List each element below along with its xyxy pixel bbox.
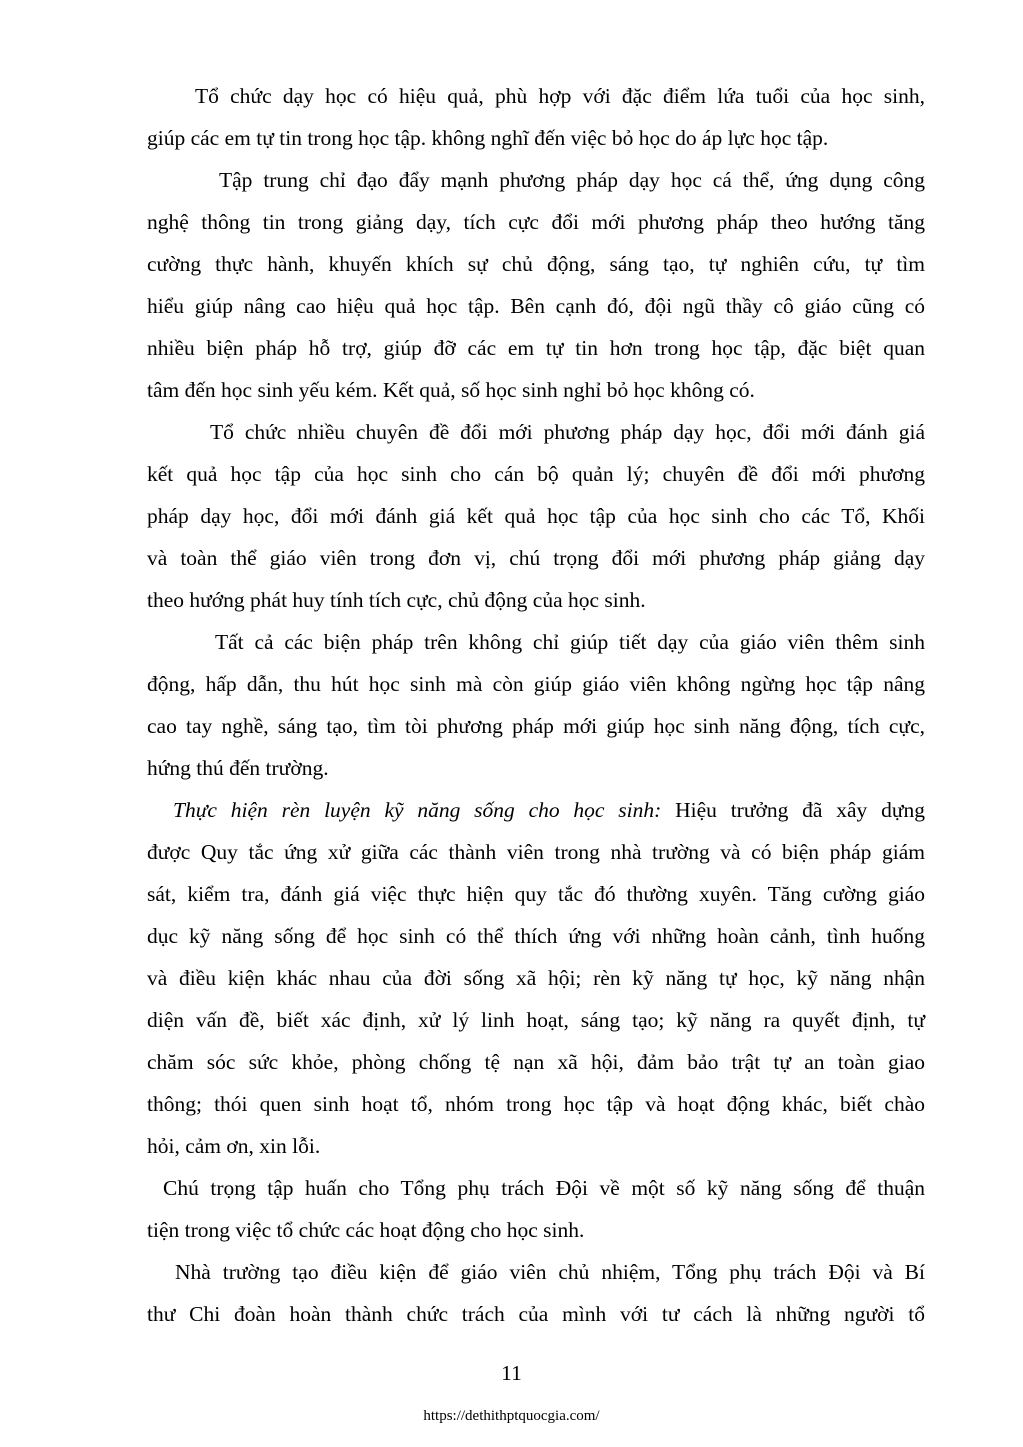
text-line: và toàn thể giáo viên trong đơn vị, chú trọng đổi mới phương pháp giảng dạy	[147, 546, 925, 570]
text-line: hứng thú đến trường.	[147, 756, 329, 780]
text-line: thư Chi đoàn hoàn thành chức trách của mình với tư cách là những người tổ	[147, 1302, 925, 1326]
text-line: Tất cả các biện pháp trên không chỉ giúp tiết dạy của giáo viên thêm sinh	[215, 630, 925, 654]
text-line: kết quả học tập của học sinh cho cán bộ quản lý; chuyên đề đổi mới phương	[147, 462, 925, 486]
text-line: nghệ thông tin trong giảng dạy, tích cực đổi mới phương pháp theo hướng tăng	[147, 210, 925, 234]
line-text: Hiệu trưởng đã xây dựng	[661, 798, 926, 822]
text-line: diện vấn đề, biết xác định, xử lý linh hoạt, sáng tạo; kỹ năng ra quyết định, tự	[147, 1008, 925, 1032]
text-line: chăm sóc sức khỏe, phòng chống tệ nạn xã hội, đảm bảo trật tự an toàn giao	[147, 1050, 925, 1074]
text-line: hiểu giúp nâng cao hiệu quả học tập. Bên cạnh đó, đội ngũ thầy cô giáo cũng có	[147, 294, 925, 318]
text-line: được Quy tắc ứng xử giữa các thành viên trong nhà trường và có biện pháp giám	[147, 840, 925, 864]
text-line: Chú trọng tập huấn cho Tổng phụ trách Đội về một số kỹ năng sống để thuận	[163, 1176, 925, 1200]
text-line: và điều kiện khác nhau của đời sống xã hội; rèn kỹ năng tự học, kỹ năng nhận	[147, 966, 925, 990]
text-line: pháp dạy học, đổi mới đánh giá kết quả học tập của học sinh cho các Tổ, Khối	[147, 504, 925, 528]
text-line	[147, 795, 925, 825]
text-line: Tập trung chỉ đạo đẩy mạnh phương pháp dạy học cá thể, ứng dụng công	[219, 168, 925, 192]
text-line: Tổ chức dạy học có hiệu quả, phù hợp với đặc điểm lứa tuổi của học sinh,	[195, 84, 925, 108]
text-line: động, hấp dẫn, thu hút học sinh mà còn giúp giáo viên không ngừng học tập nâng	[147, 672, 925, 696]
text-line: dục kỹ năng sống để học sinh có thể thích ứng với những hoàn cảnh, tình huống	[147, 924, 925, 948]
text-line: sát, kiểm tra, đánh giá việc thực hiện quy tắc đó thường xuyên. Tăng cường giáo	[147, 882, 925, 906]
text-line: hỏi, cảm ơn, xin lỗi.	[147, 1134, 321, 1158]
footer-url: https://dethithptquocgia.com/	[423, 1408, 600, 1424]
text-line: giúp các em tự tin trong học tập. không nghĩ đến việc bỏ học do áp lực học tập.	[147, 126, 829, 150]
text-line: theo hướng phát huy tính tích cực, chủ động của học sinh.	[147, 588, 646, 612]
text-line: nhiều biện pháp hỗ trợ, giúp đỡ các em tự tin hơn trong học tập, đặc biệt quan	[147, 336, 925, 360]
italic-heading: Thực hiện rèn luyện kỹ năng sống cho học sinh:	[173, 798, 662, 822]
text-line: thông; thói quen sinh hoạt tổ, nhóm trong học tập và hoạt động khác, biết chào	[147, 1092, 925, 1116]
text-line: cường thực hành, khuyến khích sự chủ động, sáng tạo, tự nghiên cứu, tự tìm	[147, 252, 925, 276]
text-line: Nhà trường tạo điều kiện để giáo viên chủ nhiệm, Tổng phụ trách Đội và Bí	[175, 1260, 925, 1284]
text-line: tâm đến học sinh yếu kém. Kết quả, số học sinh nghỉ bỏ học không có.	[147, 378, 755, 402]
text-line: Tổ chức nhiều chuyên đề đổi mới phương pháp dạy học, đổi mới đánh giá	[210, 420, 925, 444]
page-number: 11	[501, 1361, 522, 1385]
text-line: cao tay nghề, sáng tạo, tìm tòi phương pháp mới giúp học sinh năng động, tích cực,	[147, 714, 925, 738]
text-line: tiện trong việc tổ chức các hoạt động cho học sinh.	[147, 1218, 585, 1242]
